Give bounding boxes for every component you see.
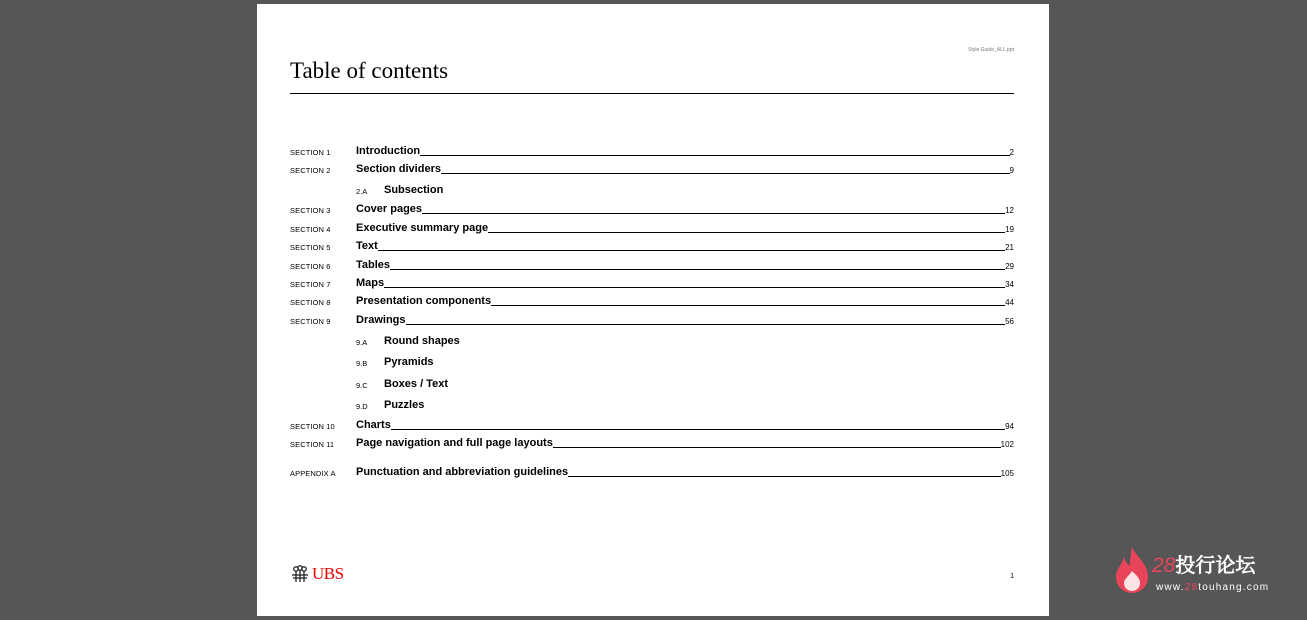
toc-subsection-number: 9.C bbox=[356, 381, 368, 390]
toc-entry[interactable] bbox=[290, 258, 1014, 272]
toc-leader-line bbox=[356, 163, 1014, 176]
toc-section-number: APPENDIX A bbox=[290, 469, 336, 478]
toc-leader-line bbox=[356, 419, 1014, 432]
toc-entry-label[interactable]: Presentation components bbox=[356, 295, 492, 307]
toc-leader-line bbox=[356, 145, 1014, 158]
toc-section-number: SECTION 3 bbox=[290, 206, 331, 215]
toc-entry-label[interactable]: Punctuation and abbreviation guidelines bbox=[356, 466, 569, 478]
ubs-keys-icon bbox=[290, 564, 310, 584]
toc-entry-label[interactable]: Maps bbox=[356, 277, 385, 289]
toc-leader-line bbox=[356, 314, 1014, 327]
watermark-url-suffix: touhang.com bbox=[1198, 582, 1270, 593]
toc-page-number: 12 bbox=[1005, 206, 1014, 215]
watermark bbox=[1112, 545, 1282, 597]
toc-entry[interactable] bbox=[290, 221, 1014, 235]
toc-entry-label[interactable]: Executive summary page bbox=[356, 222, 489, 234]
toc-leader-line bbox=[356, 240, 1014, 253]
toc-leader-rule bbox=[441, 173, 1010, 174]
toc-page-number: 102 bbox=[1000, 440, 1014, 449]
toc-entry-label[interactable]: Text bbox=[356, 240, 378, 252]
toc-leader-line bbox=[356, 203, 1014, 216]
toc-entry[interactable] bbox=[290, 418, 1014, 432]
toc-leader-line bbox=[356, 222, 1014, 235]
toc-entry-label[interactable]: Charts bbox=[356, 419, 391, 431]
toc-leader-rule bbox=[568, 476, 1001, 477]
toc-entry[interactable] bbox=[290, 239, 1014, 253]
toc-leader-line bbox=[356, 277, 1014, 290]
toc-entry-label[interactable]: Section dividers bbox=[356, 163, 441, 175]
toc-subentry[interactable] bbox=[356, 377, 656, 391]
toc-page-number: 9 bbox=[1009, 166, 1014, 175]
toc-leader-rule bbox=[406, 324, 1006, 325]
toc-leader-rule bbox=[488, 232, 1005, 233]
toc-leader-line bbox=[356, 437, 1014, 450]
page-number: 1 bbox=[1010, 573, 1014, 580]
toc-subentry[interactable] bbox=[356, 355, 656, 369]
toc-entry-label[interactable]: Page navigation and full page layouts bbox=[356, 437, 553, 449]
toc-subentry[interactable] bbox=[356, 334, 656, 348]
toc-entry-label[interactable]: Tables bbox=[356, 259, 391, 271]
toc-page-number: 105 bbox=[1000, 469, 1014, 478]
toc-section-number: SECTION 8 bbox=[290, 298, 331, 307]
toc-entry[interactable] bbox=[290, 202, 1014, 216]
toc-section-number: SECTION 1 bbox=[290, 148, 331, 157]
toc-leader-rule bbox=[384, 287, 1005, 288]
toc-subsection-number: 9.B bbox=[356, 359, 368, 368]
toc-leader-line bbox=[356, 466, 1014, 479]
toc-entry[interactable] bbox=[290, 294, 1014, 308]
toc-subentry-label[interactable]: Pyramids bbox=[384, 356, 434, 368]
toc-leader-rule bbox=[390, 269, 1005, 270]
toc-section-number: SECTION 6 bbox=[290, 262, 331, 271]
toc-page-number: 2 bbox=[1009, 148, 1014, 157]
toc-page-number: 44 bbox=[1005, 298, 1014, 307]
toc-leader-rule bbox=[391, 429, 1005, 430]
toc-section-number: SECTION 2 bbox=[290, 166, 331, 175]
toc-page-number: 21 bbox=[1005, 243, 1014, 252]
toc-section-number: SECTION 5 bbox=[290, 243, 331, 252]
toc-leader-line bbox=[356, 295, 1014, 308]
watermark-name: 投行论坛 bbox=[1175, 555, 1256, 577]
toc-leader-line bbox=[356, 259, 1014, 272]
toc-subentry[interactable] bbox=[356, 183, 656, 197]
toc-entry-label[interactable]: Introduction bbox=[356, 145, 421, 157]
toc-subentry-label[interactable]: Subsection bbox=[384, 184, 444, 196]
toc-entry-label[interactable]: Drawings bbox=[356, 314, 406, 326]
toc-leader-rule bbox=[491, 305, 1005, 306]
toc-subentry-label[interactable]: Puzzles bbox=[384, 399, 425, 411]
document-page bbox=[257, 4, 1049, 616]
watermark-title bbox=[1152, 555, 1255, 577]
toc-entry[interactable] bbox=[290, 436, 1014, 450]
toc-leader-rule bbox=[420, 155, 1009, 156]
watermark-number: 28 bbox=[1152, 554, 1176, 577]
toc-leader-rule bbox=[553, 447, 1001, 448]
toc-leader-rule bbox=[422, 213, 1005, 214]
ubs-logo-text: UBS bbox=[312, 564, 344, 583]
toc-section-number: SECTION 11 bbox=[290, 440, 335, 449]
toc-leader-rule bbox=[378, 250, 1005, 251]
toc-entry[interactable] bbox=[290, 162, 1014, 176]
ubs-logo bbox=[290, 563, 344, 585]
toc-subsection-number: 9.D bbox=[356, 402, 368, 411]
toc-entry[interactable] bbox=[290, 313, 1014, 327]
watermark-url-highlight: 28 bbox=[1184, 582, 1199, 593]
toc-page-number: 34 bbox=[1005, 280, 1014, 289]
toc-entry[interactable] bbox=[290, 465, 1014, 479]
toc-section-number: SECTION 9 bbox=[290, 317, 331, 326]
toc-page-number: 94 bbox=[1005, 422, 1014, 431]
toc-section-number: SECTION 7 bbox=[290, 280, 331, 289]
toc-subentry-label[interactable]: Round shapes bbox=[384, 335, 460, 347]
toc-entry-label[interactable]: Cover pages bbox=[356, 203, 423, 215]
toc-subentry[interactable] bbox=[356, 398, 656, 412]
toc-entry[interactable] bbox=[290, 144, 1014, 158]
toc-subsection-number: 2.A bbox=[356, 187, 368, 196]
watermark-url-prefix: www. bbox=[1156, 582, 1185, 593]
toc-page-number: 29 bbox=[1005, 262, 1014, 271]
flame-icon bbox=[1112, 545, 1152, 595]
toc-page-number: 56 bbox=[1005, 317, 1014, 326]
page-title: Table of contents bbox=[290, 58, 449, 83]
toc-section-number: SECTION 10 bbox=[290, 422, 335, 431]
toc-subentry-label[interactable]: Boxes / Text bbox=[384, 378, 448, 390]
document-filename: Style Guide_ALL.ppt bbox=[968, 47, 1014, 53]
toc-section-number: SECTION 4 bbox=[290, 225, 331, 234]
watermark-url bbox=[1156, 582, 1269, 593]
title-divider bbox=[290, 93, 1014, 94]
toc-entry[interactable] bbox=[290, 276, 1014, 290]
toc-subsection-number: 9.A bbox=[356, 338, 368, 347]
toc-page-number: 19 bbox=[1005, 225, 1014, 234]
